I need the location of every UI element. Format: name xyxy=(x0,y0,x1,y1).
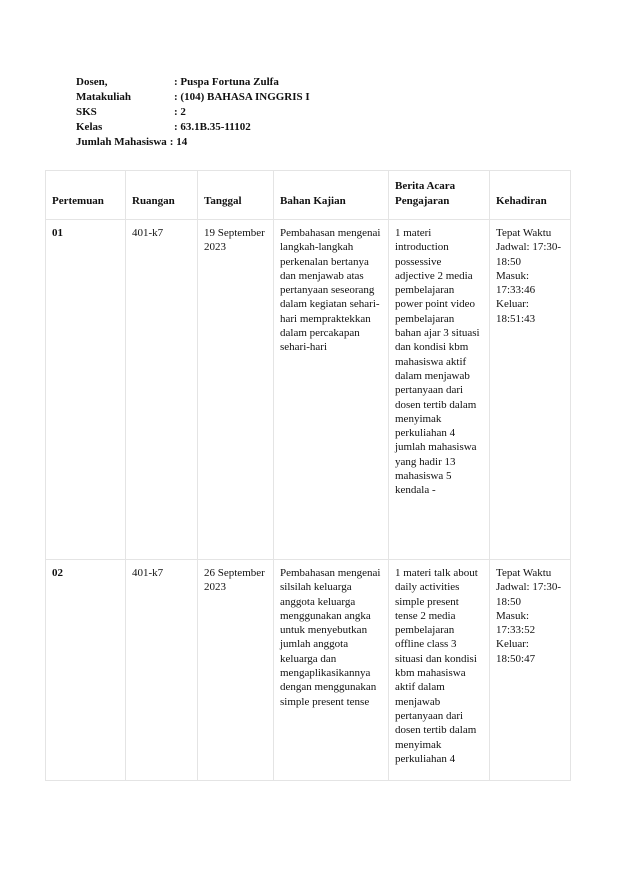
teaching-report: 1 materi introduction possessive adjective 2 media pembelajaran power point video pembelajaran bahan ajar 3 situasi dan kondisi kbm mahasiswa aktif dalam menjawab pertanyaan dari dosen tertib dalam menyimak perkuliahan 4 jumlah mahasiswa yang hadir 13 mahasiswa 5 kendala - xyxy=(389,220,490,560)
col-header-bahan-kajian: Bahan Kajian xyxy=(274,170,389,220)
col-header-pertemuan: Pertemuan xyxy=(45,170,126,220)
class-value: : 63.1B.35-11102 xyxy=(174,121,251,133)
table-row xyxy=(45,220,571,560)
col-header-ruangan: Ruangan xyxy=(126,170,198,220)
attendance-status: Tepat Waktu Jadwal: 17:30-18:50 Masuk: 17:33:52 Keluar: 18:50:47 xyxy=(490,560,571,781)
table-row xyxy=(45,560,571,781)
col-header-kehadiran: Kehadiran xyxy=(490,170,571,220)
course-value: : (104) BAHASA INGGRIS I xyxy=(174,91,310,103)
study-material: Pembahasan mengenai silsilah keluarga anggota keluarga menggunakan angka untuk menyebutkan jumlah anggota keluarga dan mengaplikasikannya dengan menggunakan simple present tense xyxy=(274,560,389,781)
student-count-value: : 14 xyxy=(169,136,188,148)
lecturer-row xyxy=(76,75,310,90)
table-header-row xyxy=(45,170,571,220)
class-row xyxy=(76,120,310,135)
col-header-berita-acara: Berita Acara Pengajaran xyxy=(389,170,490,220)
credits-row xyxy=(76,105,310,120)
study-material: Pembahasan mengenai langkah-langkah perkenalan bertanya dan menjawab atas pertanyaan seseorang dalam kegiatan sehari-hari mempraktekkan dalam percakapan sehari-hari xyxy=(274,220,389,560)
room: 401-k7 xyxy=(126,220,198,560)
meeting-number: 02 xyxy=(45,560,126,781)
room: 401-k7 xyxy=(126,560,198,781)
attendance-table xyxy=(45,170,571,781)
meeting-number: 01 xyxy=(45,220,126,560)
teaching-report: 1 materi talk about daily activities simple present tense 2 media pembelajaran offline class 3 situasi dan kondisi kbm mahasiswa aktif dalam menjawab pertanyaan dari dosen tertib dalam menyimak perkuliahan 4 xyxy=(389,560,490,781)
lecturer-value: : Puspa Fortuna Zulfa xyxy=(174,76,279,88)
course-info xyxy=(76,75,310,150)
col-header-tanggal: Tanggal xyxy=(198,170,274,220)
date: 26 September 2023 xyxy=(198,560,274,781)
course-label: Matakuliah xyxy=(76,91,132,103)
credits-value: : 2 xyxy=(174,106,186,118)
credits-label: SKS xyxy=(76,106,97,118)
lecturer-label: Dosen, xyxy=(76,76,108,88)
attendance-status: Tepat Waktu Jadwal: 17:30-18:50 Masuk: 17:33:46 Keluar: 18:51:43 xyxy=(490,220,571,560)
date: 19 September 2023 xyxy=(198,220,274,560)
class-label: Kelas xyxy=(76,121,103,133)
student-count-label: Jumlah Mahasiswa xyxy=(76,136,167,148)
course-row xyxy=(76,90,310,105)
student-count-row xyxy=(76,135,310,150)
